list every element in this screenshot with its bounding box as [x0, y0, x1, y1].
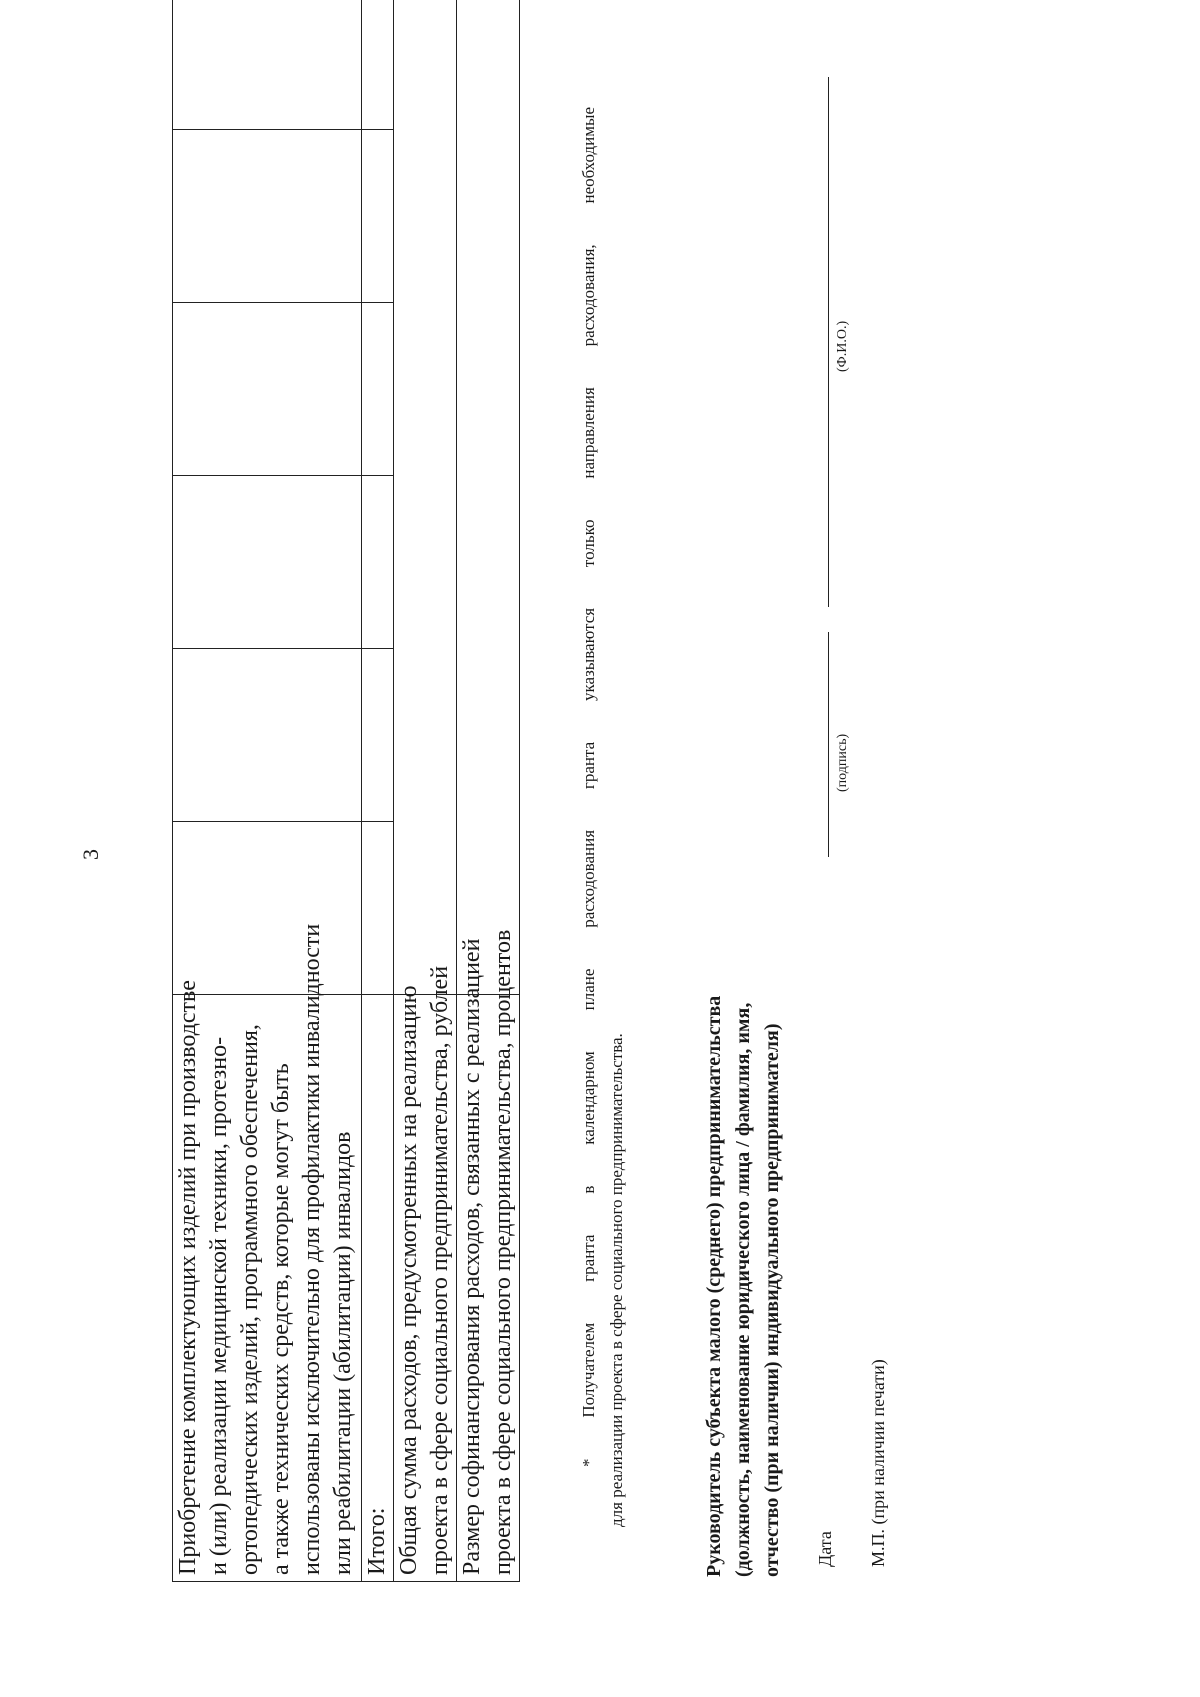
label-line: Размер софинансирования расходов, связанных с реализацией: [459, 938, 485, 1575]
label-line: проекта в сфере социального предпринимательства, процентов: [490, 929, 516, 1575]
signatory-heading: [700, 677, 787, 1577]
table-cell: [173, 649, 362, 822]
label-line: или реабилитации (абилитации) инвалидов: [330, 1131, 356, 1575]
label-line: Итого:: [364, 1507, 390, 1575]
footnote-line: для реализации проекта в сфере социального предпринимательства.: [607, 1033, 626, 1527]
label-line: Приобретение комплектующих изделий при производстве: [175, 980, 201, 1575]
grant-expense-table: [172, 0, 520, 1582]
table-cell: [362, 303, 394, 476]
full-name-line: [828, 77, 829, 607]
label-line: ортопедических изделий, программного обеспечения,: [237, 1024, 263, 1575]
heading-line: Руководитель субъекта малого (среднего) предпринимательства: [703, 995, 725, 1577]
table-cell: [173, 0, 362, 130]
heading-line: (должность, наименование юридического лица / фамилия, имя,: [732, 1002, 754, 1577]
signature-caption: (подпись): [835, 733, 850, 792]
label-line: и (или) реализации медицинской техники, протезно-: [206, 1036, 232, 1575]
label-line: Общая сумма расходов, предусмотренных на реализацию: [396, 985, 422, 1575]
table-cell-merged: [457, 0, 520, 995]
table-row: [173, 0, 362, 1582]
heading-line: отчество (при наличии) индивидуального предпринимателя): [761, 1023, 783, 1577]
footnote: [575, 107, 631, 1527]
table-cell: [362, 130, 394, 303]
table-cell: [173, 303, 362, 476]
table-row-cofinancing: [457, 0, 520, 1582]
date-label: Дата: [815, 1531, 835, 1567]
table-cell: [362, 0, 394, 130]
table-cell: [362, 649, 394, 822]
label-line: использованы исключительно для профилактики инвалидности: [299, 923, 325, 1575]
table-row-label: [173, 923, 362, 1582]
seal-label: М.П. (при наличии печати): [868, 1359, 888, 1567]
table-row-total-amount: [394, 0, 457, 1582]
table-row-label: [394, 965, 457, 1582]
table-cell: [362, 822, 394, 995]
signature-line: [828, 632, 829, 857]
table-cell: [173, 476, 362, 649]
table-cell-merged: [394, 0, 457, 995]
page-number: 3: [78, 849, 103, 860]
label-line: а также технических средств, которые могут быть: [268, 1063, 294, 1575]
table-cell: [173, 130, 362, 303]
label-line: проекта в сфере социального предпринимательства, рублей: [427, 965, 453, 1575]
table-row-label: [362, 995, 394, 1582]
table-row-total: [362, 0, 394, 1582]
footnote-line: * Получателем гранта в календарном плане расходования гранта указываются только направления расходования, необходимые: [579, 107, 598, 1467]
table-cell: [362, 476, 394, 649]
table-row-label: [457, 929, 520, 1582]
table-cell: [173, 822, 362, 995]
full-name-caption: (Ф.И.О.): [835, 320, 850, 372]
